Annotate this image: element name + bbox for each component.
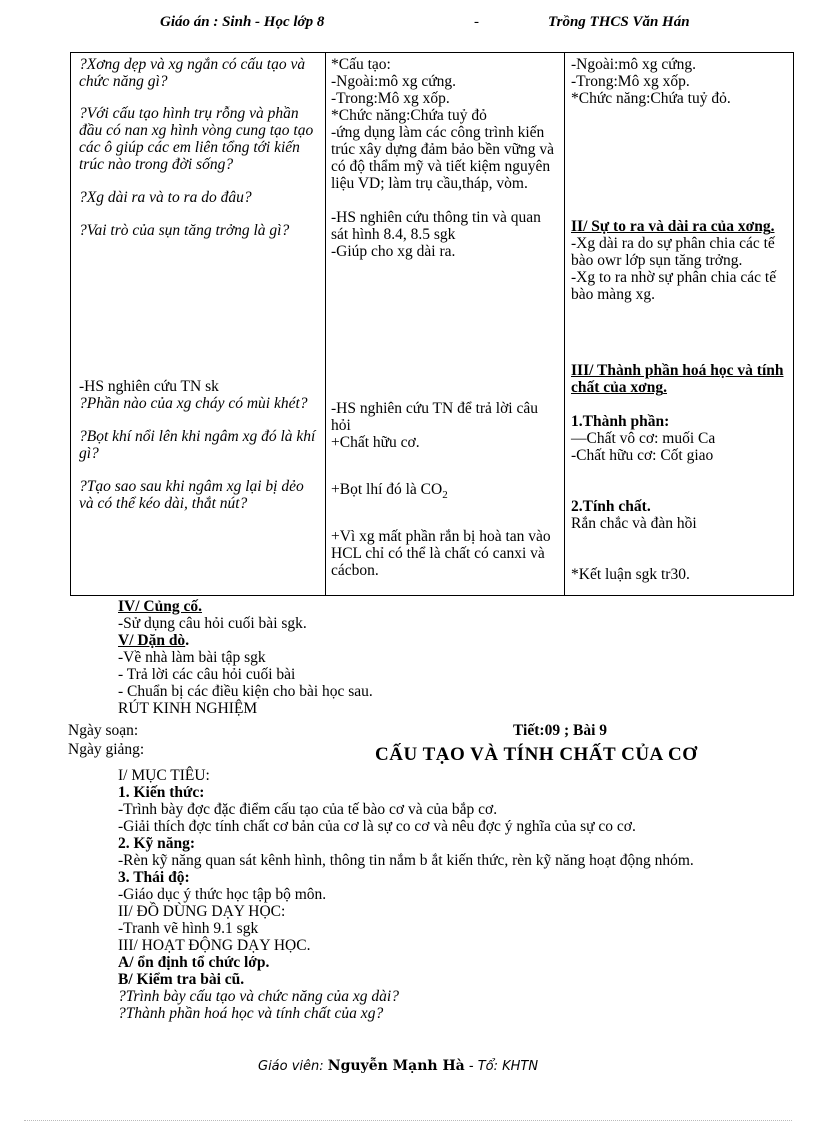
properties-title: 2.Tính chất. [571, 498, 651, 515]
materials-item: -Tranh vẽ hình 9.1 sgk [118, 920, 259, 937]
answer-organic: +Chất hữu cơ. [331, 434, 420, 451]
growth-width: -Xg to ra nhờ sự phân chia các tế bào màng xg. [571, 269, 777, 303]
knowledge-title: 1. Kiến thức: [118, 784, 205, 801]
answer-soft-reason: +Vì xg mất phần rắn bị hoà tan vào HCL chỉ có thể là chất có canxi và cácbon. [331, 528, 551, 580]
page-bottom-rule [24, 1120, 792, 1121]
attitude-item: -Giáo dục ý thức học tập bộ môn. [118, 886, 327, 903]
answer-growth: -Giúp cho xg dài ra. [331, 243, 456, 260]
knowledge-item-1: -Trình bày đợc đặc điểm cấu tạo của tế bào cơ và của bắp cơ. [118, 801, 498, 818]
answer-experiment: -HS nghiên cứu TN để trả lời câu hỏi [331, 400, 538, 434]
question-flat-short-bone: ?Xơng dẹp và xg ngắn có cấu tạo và chức năng gì? [79, 56, 306, 90]
answer-co2: +Bọt lhí đó là $CO_2$ [331, 481, 448, 502]
lesson-title: CẤU TẠO VÀ TÍNH CHẤT CỦA CƠ [375, 744, 698, 765]
materials-title: II/ ĐỒ DÙNG DẠY HỌC: [118, 903, 286, 920]
content-function: *Chức năng:Chứa tuỷ đỏ. [571, 90, 731, 107]
answer-hs-research: -HS nghiên cứu thông tin và quan sát hình 8.4, 8.5 sgk [331, 209, 541, 243]
question-bubbles: ?Bọt khí nổi lên khi ngâm xg đó là khí gì? [79, 428, 316, 462]
answer-outer: -Ngoài:mô xg cứng. [331, 73, 457, 90]
content-outer: -Ngoài:mô xg cứng. [571, 56, 697, 73]
conclusion-text: *Kết luận sgk tr30. [571, 566, 690, 583]
header-subject: Giáo án : Sinh - Học lớp 8 [160, 14, 325, 30]
answer-application: -ứng dụng làm các công trình kiến trúc xây dựng đảm bảo bền vững và có độ thẩm mỹ và tiết kiệm nguyên liệu VD; làm trụ cầu,tháp, vòm. [331, 124, 554, 192]
review-section [118, 598, 778, 717]
question-burning-smell: ?Phần nào của xg cháy có mùi khét? [79, 395, 308, 412]
date-taught: Ngày giảng: [68, 741, 145, 758]
content-inner: -Trong:Mô xg xốp. [571, 73, 690, 90]
check-question-2: ?Thành phần hoá học và tính chất của xg? [118, 1005, 384, 1022]
skills-item: -Rèn kỹ năng quan sát kênh hình, thông tin nắm b ắt kiến thức, rèn kỹ năng hoạt động nhóm. [118, 852, 694, 869]
table-col-content [571, 56, 791, 107]
section-chemistry-title: III/ Thành phần hoá học và tính chất của xơng. [571, 362, 784, 396]
question-soft-bone: ?Tạo sao sau khi ngâm xg lại bị dẻo và có thể kéo dài, thắt nút? [79, 478, 304, 512]
section-bone-growth-title: II/ Sự to ra và dài ra của xơng. [571, 218, 775, 235]
table-col-content-chem [571, 362, 791, 583]
date-prepared: Ngày soạn: [68, 722, 139, 739]
homework-item-1: -Về nhà làm bài tập sgk [118, 649, 266, 666]
table-col-answers-bottom [331, 400, 559, 579]
footer-label: Giáo viên: [258, 1059, 328, 1074]
table-col-content-growth [571, 218, 791, 303]
answer-inner: -Trong:Mô xg xốp. [331, 90, 450, 107]
attitude-title: 3. Thái độ: [118, 869, 190, 886]
table-col-answers-top [331, 56, 559, 260]
footer [258, 1058, 538, 1074]
composition-inorganic: —Chất vô cơ: muối Ca [571, 430, 716, 447]
experiment-instruction: -HS nghiên cứu TN sk [79, 378, 219, 395]
properties-text: Rắn chắc và đàn hồi [571, 515, 697, 532]
homework-item-2: - Trả lời các câu hỏi cuối bài [118, 666, 296, 683]
answer-structure: *Cấu tạo: [331, 56, 391, 73]
table-col-experiment [79, 378, 319, 512]
experience-heading: RÚT KINH NGHIỆM [118, 700, 258, 717]
table-col-questions [79, 56, 319, 239]
class-setup: A/ ổn định tổ chức lớp. [118, 954, 270, 971]
question-architecture: ?Với cấu tạo hình trụ rỗng và phần đầu có nan xg hình vòng cung tạo tạo các ô giúp các em liên tổng tới kiến trúc nào trong đời sống? [79, 105, 314, 173]
header-school: Trồng THCS Văn Hán [548, 14, 690, 30]
growth-length: -Xg dài ra do sự phân chia các tế bào owr lớp sụn tăng trởng. [571, 235, 775, 269]
footer-department: - Tổ: KHTN [464, 1059, 539, 1074]
lesson-body [118, 767, 798, 1022]
homework-title: V/ Dặn dò. [118, 632, 190, 649]
lesson-number: Tiết:09 ; Bài 9 [513, 722, 607, 739]
knowledge-item-2: -Giải thích đợc tính chất cơ bản của cơ là sự co cơ và nêu đợc ý nghĩa của sự co cơ. [118, 818, 636, 835]
homework-item-3: - Chuẩn bị các điều kiện cho bài học sau. [118, 683, 373, 700]
answer-function: *Chức năng:Chứa tuỷ đỏ [331, 107, 487, 124]
review-title: IV/ Củng cố. [118, 598, 202, 615]
composition-organic: -Chất hữu cơ: Cốt giao [571, 447, 714, 464]
check-question-1: ?Trình bày cấu tạo và chức năng của xg dài? [118, 988, 399, 1005]
skills-title: 2. Kỹ năng: [118, 835, 196, 852]
objectives-title: I/ MỤC TIÊU: [118, 767, 210, 784]
question-cartilage-role: ?Vai trò của sụn tăng trởng là gì? [79, 222, 290, 239]
review-item: -Sử dụng câu hỏi cuối bài sgk. [118, 615, 307, 632]
question-bone-growth: ?Xg dài ra và to ra do đâu? [79, 189, 252, 206]
header-separator: - [474, 14, 479, 30]
old-lesson-check: B/ Kiểm tra bài cũ. [118, 971, 245, 988]
composition-title: 1.Thành phần: [571, 413, 670, 430]
teacher-name: Nguyễn Mạnh Hà [327, 1058, 465, 1074]
activities-title: III/ HOẠT ĐỘNG DẠY HỌC. [118, 937, 311, 954]
